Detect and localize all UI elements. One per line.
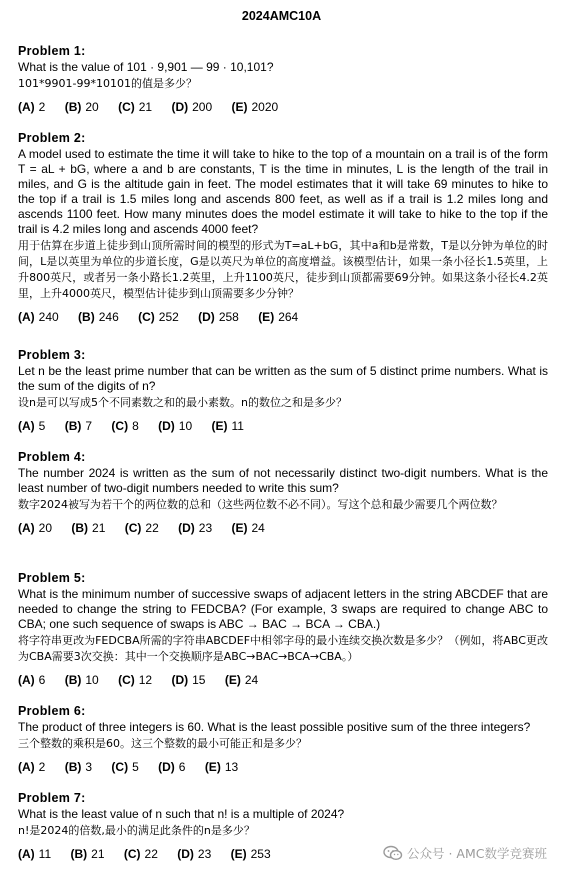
problem-text-en: The product of three integers is 60. What is the least possible positive sum of the three integers? — [18, 720, 531, 734]
choice-d: (D) 258 — [198, 310, 239, 324]
problem-6 — [18, 704, 548, 775]
problem-text-zh: 用于估算在步道上徒步到山顶所需时间的模型的形式为T=aL+bG，其中a和b是常数，T是以分钟为单位的时间，L是以英里为单位的步道长度，G是以英尺为单位的高度增益。该模型估计，如果一条小径长1.5英里，上升800英尺，或者另一条小路长1.2英里，上升1100英尺，徒步到山顶都需要69分钟。如果这条小径长4.2英里，上升4000英尺，模型估计徒步到山顶需要多少分钟？ — [18, 239, 548, 300]
problem-heading: Problem 7: — [18, 791, 86, 805]
problem-2 — [18, 131, 548, 325]
choice-a: (A) 6 — [18, 673, 46, 687]
choice-b: (B) 7 — [64, 419, 93, 433]
choice-e: (E) 253 — [230, 847, 271, 861]
problem-text-zh: 将字符串更改为FEDCBA所需的字符串ABCDEF中相邻字母的最小连续交换次数是多少？（例如，将ABC更改为CBA需要3次交换：其中一个交换顺序是ABC→BAC→BCA→CBA。） — [18, 634, 548, 663]
choice-d: (D) 15 — [171, 673, 206, 687]
choice-e: (E) 2020 — [231, 100, 279, 114]
problem-text-zh: 数字2024被写为若干个的两位数的总和（这些两位数不必不同）。写这个总和最少需要几个两位数？ — [18, 498, 503, 511]
choice-c: (C) 21 — [118, 100, 153, 114]
choice-a: (A) 2 — [18, 760, 46, 774]
choice-e: (E) 24 — [231, 521, 265, 535]
problem-text-en: A model used to estimate the time it will take to hike to the top of a mountain on a trail is of the form T = aL + bG, where a and b are constants, T is the time in minutes, L is the length of the trail in miles, and G is the altitude gain in feet. The model estimates that it will take 69 minutes to hike to the top if a trail is 1.5 miles long and ascends 800 feet, as well as if a trail is 1.2 miles long and ascends 1100 feet. How many minutes does the model estimate it will take to hike to the top if the trail is 4.2 miles long and ascends 4000 feet? — [18, 147, 548, 236]
choice-b: (B) 21 — [71, 521, 106, 535]
problem-text-zh: 设n是可以写成5个不同素数之和的最小素数。n的数位之和是多少？ — [18, 396, 347, 409]
answer-choices — [18, 310, 548, 325]
choice-a: (A) 5 — [18, 419, 46, 433]
choice-c: (C) 252 — [138, 310, 179, 324]
choice-c: (C) 22 — [123, 847, 158, 861]
choice-d: (D) 23 — [177, 847, 212, 861]
answer-choices — [18, 100, 548, 115]
answer-choices — [18, 419, 548, 434]
problem-text-zh: 101*9901-99*10101的值是多少？ — [18, 77, 197, 90]
watermark — [383, 844, 547, 862]
choice-d: (D) 200 — [171, 100, 213, 114]
choice-a: (A) 11 — [18, 847, 52, 861]
problem-text-en: What is the least value of n such that n! is a multiple of 2024? — [18, 807, 345, 821]
choice-c: (C) 8 — [111, 419, 139, 433]
choice-c: (C) 12 — [118, 673, 153, 687]
problem-text-zh: 三个整数的乘积是60。这三个整数的最小可能正和是多少？ — [18, 737, 307, 750]
choice-e: (E) 24 — [224, 673, 259, 687]
answer-choices — [18, 673, 548, 688]
choice-d: (D) 10 — [158, 419, 193, 433]
wechat-icon — [383, 845, 403, 861]
choice-b: (B) 3 — [64, 760, 93, 774]
problem-heading: Problem 4: — [18, 450, 86, 464]
problem-4 — [18, 450, 548, 536]
choice-b: (B) 10 — [64, 673, 99, 687]
choice-e: (E) 13 — [204, 760, 239, 774]
problem-text-en: What is the minimum number of successive swaps of adjacent letters in the string ABCDEF that are needed to change the string to FEDCBA? (For example, 3 swaps are required to change ABC to CBA; one such sequence of swaps is ABC → BAC → BCA → CBA.) — [18, 587, 548, 631]
choice-a: (A) 240 — [18, 310, 59, 324]
problem-text-en: Let n be the least prime number that can be written as the sum of 5 distinct prime numbers. What is the sum of the digits of n? — [18, 364, 548, 393]
document-title: 2024AMC10A — [241, 9, 322, 23]
choice-c: (C) 22 — [124, 521, 159, 535]
problem-heading: Problem 3: — [18, 348, 86, 362]
problem-text-en: The number 2024 is written as the sum of not necessarily distinct two-digit numbers. What is the least number of two-digit numbers needed to write this sum? — [18, 466, 548, 495]
answer-choices — [18, 521, 548, 536]
choice-b: (B) 21 — [70, 847, 105, 861]
answer-choices — [18, 760, 548, 775]
choice-d: (D) 23 — [178, 521, 213, 535]
choice-a: (A) 2 — [18, 100, 46, 114]
problem-heading: Problem 2: — [18, 131, 86, 145]
choice-e: (E) 11 — [211, 419, 244, 433]
choice-c: (C) 5 — [111, 760, 139, 774]
problem-heading: Problem 1: — [18, 44, 86, 58]
problem-3 — [18, 348, 548, 434]
choice-e: (E) 264 — [258, 310, 299, 324]
choice-a: (A) 20 — [18, 521, 53, 535]
choice-d: (D) 6 — [158, 760, 186, 774]
problem-text-en: What is the value of 101 · 9,901 — 99 · 10,101? — [18, 60, 274, 74]
choice-b: (B) 246 — [78, 310, 119, 324]
problem-heading: Problem 5: — [18, 571, 86, 585]
problem-heading: Problem 6: — [18, 704, 86, 718]
problem-5 — [18, 571, 548, 688]
problem-1 — [18, 44, 548, 115]
problem-text-zh: n!是2024的倍数,最小的满足此条件的n是多少？ — [18, 824, 255, 837]
watermark-text: 公众号 · AMC数学竞赛班 — [407, 846, 547, 861]
choice-b: (B) 20 — [64, 100, 99, 114]
